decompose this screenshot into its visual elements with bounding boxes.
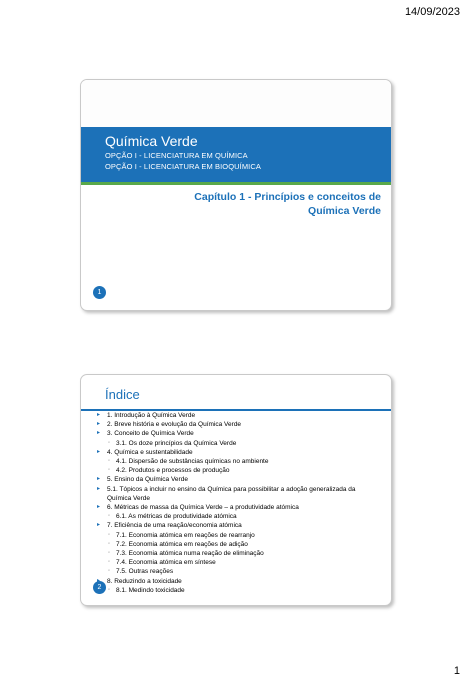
toc-item-text: 8.1. Medindo toxicidade bbox=[116, 586, 185, 594]
slide-title: Química Verde bbox=[105, 133, 198, 149]
toc-subitem bbox=[97, 531, 383, 540]
toc-item-text: 4.2. Produtos e processos de produção bbox=[116, 467, 230, 475]
triangle-bullet-icon: ▸ bbox=[97, 504, 101, 511]
dash-bullet-icon: ◦ bbox=[108, 467, 111, 474]
toc-item-text: 6.1. As métricas de produtividade atómica bbox=[116, 513, 237, 521]
dash-bullet-icon: ◦ bbox=[108, 550, 111, 557]
toc-item-text: 5.1. Tópicos a incluir no ensino da Química para possibilitar a adoção generalizada da Química Verde bbox=[107, 485, 356, 502]
toc-item-text: 6. Métricas de massa da Química Verde – a produtividade atómica bbox=[107, 504, 299, 512]
toc-item-text: 7. Eficiência de uma reação/economia atómica bbox=[107, 522, 242, 530]
toc-item-text: 1. Introdução à Química Verde bbox=[107, 412, 196, 419]
dash-bullet-icon: ◦ bbox=[108, 540, 111, 547]
slide-number-badge: 1 bbox=[93, 286, 106, 299]
toc-item bbox=[97, 521, 383, 530]
toc-item-text: 2. Breve história e evolução da Química Verde bbox=[107, 421, 242, 429]
slide-subtitle-1: OPÇÃO I - LICENCIATURA EM QUÍMICA bbox=[105, 151, 248, 160]
toc-item-text: 7.2. Economia atómica em reações de adição bbox=[116, 540, 248, 548]
page-number: 1 bbox=[453, 665, 460, 677]
toc-item bbox=[97, 429, 383, 438]
toc-item bbox=[97, 503, 383, 512]
dash-bullet-icon: ◦ bbox=[108, 568, 111, 575]
toc-subitem bbox=[97, 457, 383, 466]
toc-item-text: 7.3. Economia atómica numa reação de eliminação bbox=[116, 550, 264, 558]
toc-item-text: 8. Reduzindo a toxicidade bbox=[107, 577, 182, 585]
triangle-bullet-icon: ▸ bbox=[97, 421, 101, 428]
table-of-contents bbox=[97, 411, 383, 595]
toc-subitem bbox=[97, 558, 383, 567]
triangle-bullet-icon: ▸ bbox=[97, 485, 101, 492]
toc-subitem bbox=[97, 549, 383, 558]
toc-item-text: 4. Química e sustentabilidade bbox=[107, 448, 193, 456]
dash-bullet-icon: ◦ bbox=[108, 439, 111, 446]
toc-item bbox=[97, 577, 383, 586]
dash-bullet-icon: ◦ bbox=[108, 458, 111, 465]
slide-subtitle-2: OPÇÃO I - LICENCIATURA EM BIOQUÍMICA bbox=[105, 162, 261, 171]
index-slide bbox=[80, 374, 392, 606]
triangle-bullet-icon: ▸ bbox=[97, 430, 101, 437]
toc-subitem bbox=[97, 466, 383, 475]
dash-bullet-icon: ◦ bbox=[108, 559, 111, 566]
toc-subitem bbox=[97, 540, 383, 549]
triangle-bullet-icon: ▸ bbox=[97, 476, 101, 483]
toc-subitem bbox=[97, 439, 383, 448]
index-title: Índice bbox=[105, 387, 140, 402]
title-slide bbox=[80, 79, 392, 311]
toc-item-text: 7.5. Outras reações bbox=[116, 568, 174, 576]
toc-item-text: 4.1. Dispersão de substâncias químicas no ambiente bbox=[116, 458, 269, 466]
toc-subitem bbox=[97, 586, 383, 595]
toc-item bbox=[97, 475, 383, 484]
page-date: 14/09/2023 bbox=[404, 6, 460, 18]
dash-bullet-icon: ◦ bbox=[108, 531, 111, 538]
toc-item bbox=[97, 420, 383, 429]
toc-item-text: 5. Ensino da Química Verde bbox=[107, 476, 188, 484]
triangle-bullet-icon: ▸ bbox=[97, 448, 101, 455]
slide-header-area bbox=[81, 80, 391, 127]
toc-item bbox=[97, 411, 383, 420]
green-divider bbox=[81, 182, 391, 185]
toc-item bbox=[97, 485, 383, 503]
triangle-bullet-icon: ▸ bbox=[97, 412, 101, 418]
toc-item-text: 7.1. Economia atómica em reações de rearranjo bbox=[116, 531, 255, 539]
toc-item-text: 3. Conceito de Química Verde bbox=[107, 430, 194, 438]
chapter-title: Capítulo 1 - Princípios e conceitos de Química Verde bbox=[194, 191, 381, 217]
toc-subitem bbox=[97, 512, 383, 521]
toc-item-text: 7.4. Economia atómica em síntese bbox=[116, 559, 216, 567]
toc-item bbox=[97, 448, 383, 457]
title-band bbox=[81, 127, 391, 182]
triangle-bullet-icon: ▸ bbox=[97, 522, 101, 529]
dash-bullet-icon: ◦ bbox=[108, 586, 111, 593]
toc-subitem bbox=[97, 567, 383, 576]
dash-bullet-icon: ◦ bbox=[108, 513, 111, 520]
toc-item-text: 3.1. Os doze princípios da Química Verde bbox=[116, 439, 237, 447]
slide-number-badge: 2 bbox=[93, 581, 106, 594]
